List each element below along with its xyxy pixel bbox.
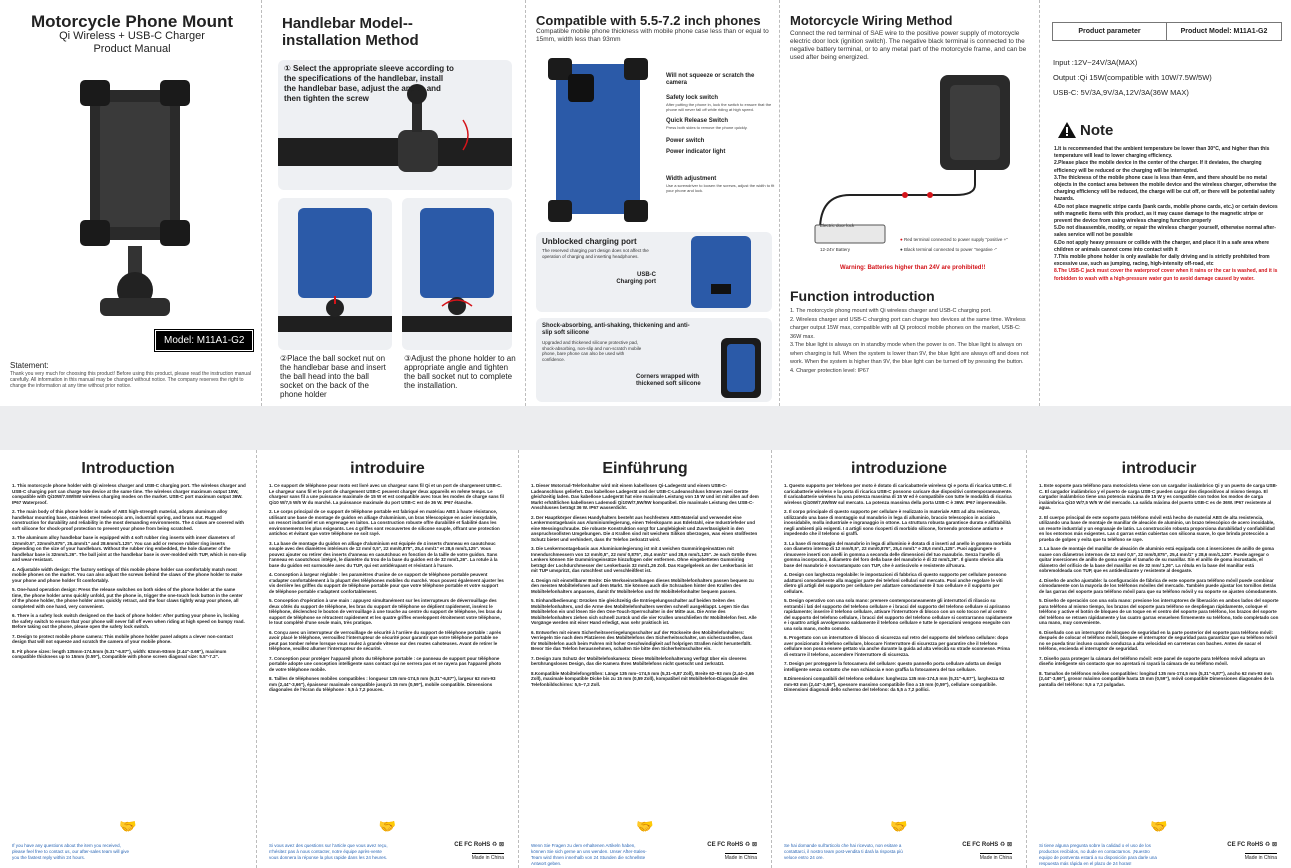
feature-label: Width adjustment Use a screwdriver to loosen the screws, adjust the width to fit your phone and lock. [666,176,775,193]
paragraph: 3. The aluminum alloy handlebar base is equipped with 4 soft rubber ring inserts with inner diameters of 12mm/0.5", 22mm/0.875", 25.4mm/1" and 28.6mm/1.125". You can add or remove rubber ring inserts depending on the size of your handlebars. Without the rubber ring embedded, the hole diameter of the handlebar base is 32mm/1.26". The ball joint at the handlebar base is over-molded with TUP, which is non-slip and wear-resistant. [12,535,247,562]
note-title: Note [1080,122,1114,139]
cover-panel [0,0,262,406]
function-item: 2. Wireless charger and USB-C charging port can charge two devices at the same time. Wireless charger output 15W max, compatible with all Qi protocol mobile phones on the market, USB-C: 36W max. [790,316,1026,340]
battery-label: 12-24V Battery [820,247,851,252]
support-note: Wenn Sie Fragen zu dem erhaltenen Artikeln haben, können Sie sich gerne an uns wenden. Unser After-Sales-Team wird Ihnen innerhalb von 24 Stunden die schnellste Antwort geben. [531,843,647,866]
paragraph: 1. Ce support de téléphone pour moto est livré avec un chargeur sans fil Qi et un port de chargement USB-C. Le chargeur sans fil et le port de chargement USB-C peuvent charger deux appareils en même temps. Le chargeur sans fil a une puissance maximale de 15 W et est compatible avec tous les modes de charge sans fil Qi10 W/7,5 W/5 W du marché. La puissance maximale du port USB-C est de 36 W. IP67 étanche. [269,483,504,505]
intro-de-body [531,483,759,691]
compatibility-title: Compatible with 5.5-7.2 inch phones [536,13,761,28]
note-list [1054,146,1282,283]
note-item: 6.Do not apply heavy pressure or collide with the charger, and place it in a safe area where children or animals cannot come into contact with it [1054,239,1270,253]
handshake-icon: 🤝 [1150,818,1168,834]
port-label: USB-C Charging port [616,272,656,285]
paragraph: 7. Design per proteggere la fotocamera del cellulare: questo pannello porta cellulare adotta un design intelligente senza contatto che non schiaccia e non graffia la fotocamera del tuo cellulare. [784,661,1002,672]
port-desc: The reserved charging port design does not affect the operation of charging and inserting headphones. [542,248,649,259]
wiring-panel [780,0,1040,406]
compatibility-intro: Compatible mobile phone thickness with mobile phone case less than or equal to 15mm, width less than 93mm [536,28,769,43]
step-3-text: ③Adjust the phone holder to an appropriate angle and tighten the ball socket nut to complete the installation. [404,354,516,390]
handshake-icon: 🤝 [890,818,908,834]
paragraph: 5. Diseño de operación con una sola mano: presione los interruptores de liberación en ambos lados del soporte para teléfono al mismo tiempo, los brazos del soporte para teléfono se despliegan rápidamente, coloque el teléfono y active el botón de bloqueo de un toque en el centro del soporte para teléfono, los brazos del soporte del teléfono se retraen rápidamente y las cuatro garras envuelven firmemente su teléfono, todo completado con una mano, muy conveniente. [1039,598,1279,625]
paragraph: 8. Fit phone sizes: length 135mm-174.5mm (5.31"-6.87"), width: 62mm-93mm (2.44"-3.66"), maximum compatible thickness up to 15mm (0.59"), Compatible with phone screen diagonal size: 5.5"-7.2". [12,648,227,659]
paragraph: 4. Diseño de ancho ajustable: la configuración de fábrica de este soporte para teléfono móvil puede combinar cómodamente con la mayoría de los teléfonos móviles del mercado. También puede ajustar los tornillos detrás de las garras del soporte para teléfono móvil para que su teléfono móvil y su soporte se ajusten cómodamente. [1039,577,1278,594]
paragraph: 7. Conception pour protéger l'appareil photo du téléphone portable : ce panneau de support pour téléphone portable adopte une conception intelligente sans contact qui ne serrera pas et ne rayera pas l'appareil photo de votre téléphone mobile. [269,655,502,672]
paragraph: 1. This motorcycle phone holder with Qi wireless charger and USB-C charging port. The wireless charger and USB-C charging port can charge two device at the same time. The wireless charger maximum output 15W, compatible with Qi10W/7.5W/5W wireless charging modes on the market. USB-C port maximum output 36W. IP67 Waterproof. [12,483,246,505]
silicone-box [536,318,772,402]
model-header: Product Model: M11A1-G2 [1180,28,1268,35]
manual-back-sheet [0,450,1291,868]
phone-holder-front-image [538,52,658,227]
paragraph: 6. Entworfen mit einem Sicherheitsverriegelungsschalter auf der Rückseite des Mobiltelefonhalters: Verriegeln Sie nach dem Platzieren des Mobiltelefons den Sicherheitsschalter, um sicherzustellen, dass Ihr Mobiltelefon auch beim Fahren mit hoher Geschwindigkeit auf holprigen Straßen nicht herunterfällt. Bevor Sie das Telefon herausnehmen, schalten Sie bitte den Sicherheitsschalter ein. [531,629,753,651]
statement-body: Thank you very much for choosing this product! Before using this product, please read the instruction manual carefully. All information in this manual may be changed without notice. The company reserves the right to change the information at any time without prior notice. [10,371,251,389]
intro-en-panel [0,450,257,868]
ball-socket-image [278,198,392,350]
intro-it-title: introduzione [851,460,947,477]
intro-de-panel [519,450,772,868]
paragraph: 8.Dimensioni compatibili del telefono cellulare: lunghezza 135 mm-174,5 mm (5,31"-6,87"), larghezza 62 mm-93 mm (2,44"-3,66"), spessore massimo compatibile fino a 15 mm (0,59"), cellulare compatibile. Dimensioni diagonali dello schermo del telefono: da 5,5 a 7,2 pollici. [784,676,1005,692]
feature-label: Safety lock switch After putting the phone in, lock the switch to ensure that the phone will never fall off while riding at high speed. [666,95,772,112]
paragraph: 5. Conception d'opération à une main : appuyez simultanément sur les interrupteurs de déverrouillage des deux côtés du support de téléphone, les bras du support de téléphone se déplient rapidement, insérez le téléphone, déclenchez le bouton de verrouillage à une touche au centre du support de téléphone, les bras du support de téléphone se rétractent rapidement et les quatre griffes enveloppent étroitement votre téléphone, le tout complété d'une seule main, très pratique. [269,598,503,625]
paragraph: 6. Conçu avec un interrupteur de verrouillage de sécurité à l'arrière du support de téléphone portable : après avoir placé le téléphone, verrouillez l'interrupteur de sécurité pour garantir que votre téléphone portable ne peut pas tomber même lorsque vous roulez à grande vitesse sur des routes cahoteuses. Avant de retirer le téléphone, veuillez allumer l'interrupteur de sécurité. [269,629,502,651]
note-item: 5.Do not disassemble, modify, or repair the wireless charger yourself, otherwise normal after-sales service will not be possible [1054,225,1276,239]
support-note: Se hai domande sull'articolo che hai ricevuto, non esitare a contattarci, il nostro team post-vendita ti darà la risposta più veloce entro 24 ore. [784,843,903,860]
handshake-icon: 🤝 [636,818,654,834]
made-in-label: Made in China [471,855,504,861]
paragraph: 4. Design mit einstellbarer Breite: Die Werkseinstellungen dieses Mobiltelefonhalters passen bequem zu den meisten Mobiltelefonen auf dem Markt. Sie können auch die Schrauben hinter den Krallen des Mobiltelefonhalters anpassen, damit Ihr Mobiltelefon und Ihr Mobiltelefonhalter bequem passen. [531,577,754,594]
feature-label: Power indicator light [666,149,726,155]
compatibility-panel [526,0,780,406]
model-badge: Model: M11A1-G2 [155,330,253,351]
black-terminal-note: ● Black terminal connected to power "negative -" [900,247,997,252]
feature-label: Power switch [666,138,705,144]
paragraph: 7. Diseño para proteger la cámara del teléfono móvil: este panel de soporte para teléfono móvil adopta un diseño inteligente sin contacto que no apretará ni rayará la cámara de su teléfono móvil. [1039,655,1266,666]
note-item: 2.Please place the mobile device in the center of the charger. If it deviates, the charging efficiency will be reduced or the charging will be interrupted. [1054,160,1262,174]
made-in-label: Made in China [1244,855,1277,861]
paragraph: 7. Design to protect mobile phone camera: This mobile phone holder panel adopts a clever non-contact design that will not squeeze and scratch the camera of your mobile phone. [12,633,234,644]
paragraph: 8. Tamaños de teléfonos móviles compatibles: longitud 135 mm-174,5 mm (5,31"-6,87"), ancho 62 mm-93 mm (2,44"-3,66"), grosor máximo compatible hasta 15 mm (0,59"), móvil compatible Dimensiones diagonales de la pantalla del teléfono: 5,5 a 7,2 pulgadas. [1039,670,1274,687]
paragraph: 8.Kompatible Mobiltelefongrößen: Länge 135 mm–174,5 mm (5,31–6,87 Zoll), Breite 62–93 mm (2,44–3,66 Zoll), maximale kompatible Dicke bis zu 15 mm (0,59 Zoll), kompatibel mit Mobiltelefon-Diagonale des Telefonbildschirms: 5,5–7,2 Zoll. [531,670,754,687]
note-item-warning: 8.The USB-C jack must cover the waterproof cover when it rains or the car is washed, and it is forbidden to wash with a high-pressure water gun to avoid damage caused by water. [1054,268,1278,282]
red-terminal-note: ● Red terminal connected to power supply "positive +" [900,237,1008,242]
paragraph: 2. Il corpo principale di questo supporto per cellulare è realizzato in materiale ABS ad alta resistenza, utilizzando una base di montaggio sul manubrio in lega di alluminio, braccio telescopico in acciaio inossidabile, molla industriale e ingranaggio in ottone. La struttura robusta garantisce durata e affidabilità negli ambienti più esigenti. I 4 artigli sono ricoperti di morbido silicone, fornendo protezione antiurto e impedendo che il telefono si graffi. [784,509,1011,536]
function-list [790,307,1032,375]
support-note: If you have any questions about the item you received, please feel free to contact us, our after-sales team will give you the fastest reply within 24 hours. [12,843,130,860]
product-title: Motorcycle Phone Mount [30,12,234,31]
phone-mount-image [60,70,210,325]
completed-install-image [402,198,512,350]
shock-title: Shock-absorbing, anti-shaking, thickening and anti-slip soft silicone [542,323,690,336]
statement-title: Statement: [10,361,49,370]
intro-fr-body [269,483,504,697]
made-in-label: Made in China [979,855,1012,861]
paragraph: 2. El cuerpo principal de este soporte para teléfono móvil está hecho de material ABS de alta resistencia, utilizando una base de montaje de manillar de aleación de aluminio, un brazo telescópico de acero inoxidable, un resorte industrial y un engranaje de latón. La construcción robusta proporciona durabilidad y confiabilidad en los entornos más exigentes. Las 4 garras están cubiertas con silicona suave, lo que brinda protección a prueba de golpes y evita que tu teléfono se raye. [1039,514,1275,542]
parameters-panel [1040,0,1291,406]
corner-label: Corners wrapped with thickened soft silicone [636,374,701,387]
handshake-icon: 🤝 [119,818,137,834]
paragraph: 3. La base de montaje del manillar de aleación de aluminio está equipada con 4 inserciones de anillo de goma suave con diámetros internos de 12 mm/ 0,5", 22 mm/0,875", 25,4 mm/1" y 28,6 mm/1,125". Puede agregar o quitar inserciones de anillo de goma según el tamaño de su manillar. Sin el anillo de goma incrustado, el diámetro del orificio de la base del manillar es de 32 mm/ 1,26". La rótula en la base del manillar está sobremoldeada con TUP, que es antideslizante y resistente al desgaste. [1039,546,1274,573]
charging-port-box [536,232,772,312]
paragraph: 6. Diseñado con un interruptor de bloqueo de seguridad en la parte posterior del soporte para teléfono móvil: después de colocar el teléfono móvil, bloquee el interruptor de seguridad para garantizar que su teléfono móvil no se pueda tirar incluso cuando conduzca a alta velocidad en carreteras con baches. Antes de sacar el teléfono, encienda el interruptor de seguridad. [1039,629,1278,651]
output-spec: Output :Qi 15W(compatible with 10W/7.5W/5W) [1053,73,1212,82]
intro-it-panel [772,450,1027,868]
paragraph: 4. Design con larghezza regolabile: le impostazioni di fabbrica di questo supporto per cellulare possono adattarsi comodamente alla maggior parte dei telefoni cellulari sul mercato. Puoi anche regolare le viti dietro gli artigli del supporto per cellulare per adattare comodamente il tuo cellulare e il supporto per cellulare. [784,572,1007,594]
usbc-spec: USB-C: 5V/3A,9V/3A,12V/3A(36W MAX) [1053,88,1189,97]
manual-label: Product Manual [93,43,171,55]
paragraph: 1. Dieser Motorrad-Telefonhalter wird mit einem kabellosen Qi-Ladegerät und einem USB-C-Ladeanschluss geliefert. Das kabellose Ladegerät und der USB-C-Ladeanschluss können zwei Geräte gleichzeitig laden. Das kabellose Ladegerät hat eine maximale Leistung von 15 W und ist mit allen auf dem Markt erhältlichen kabellosen Lademodi Qi10W/7,5W/5W kompatibel. Die maximale Leistung des USB-C-Anschlusses beträgt 36 W. IP67 wasserdicht. [531,483,759,510]
function-item: 3.The blue light is always on in standby mode when the power is on. The blue light is always on when charging is full. When the system is lower than 9V, the blue light are always off and does not work. When the system is higher than 9V, the blue light can be turned off by pressing the button. [790,342,1029,365]
parameter-table [1052,22,1282,41]
wiring-title: Motorcycle Wiring Method [790,13,953,28]
wiring-intro: Connect the red terminal of SAE wire to the positive power supply of motorcycle electric door lock (ignition switch). The negative black terminal is connected to the negative battery terminal, or to any metal part of the motorcycle frame, and can be used after being energized. [790,30,1027,61]
warning-icon [1058,122,1076,138]
note-item: 4.Do not place magnetic stripe cards (bank cards, mobile phone cards, etc.) or certain devices with magnetic items with this product, as it may cause damage to the magnetic stripe or prevent the device from using wireless charging function properly [1054,203,1278,225]
paragraph: 5. Einhandbedienung: Drücken Sie gleichzeitig die Entriegelungsschalter auf beiden Seiten des Mobiltelefonhalters, und die Arme des Mobiltelefonhalters werden schnell ausgeklappt. Legen Sie das Mobiltelefon ein und lösen Sie den One-Touch-Sperrschalter in der Mitte aus. Die Arme des Mobiltelefonhalters ziehen sich schnell zurück und die vier Krallen umschließen Ihr Mobiltelefon fest. Alle Vorgänge werden mit einer Hand erledigt, was sehr praktisch ist. [531,598,757,625]
paragraph: 3. La base de montage du guidon en alliage d'aluminium est équipée de 4 inserts d'anneau en caoutchouc souple avec des diamètres intérieurs de 12 mm/ 0,5", 22 mm/0,875", 25,4 mm/1" et 28,6 mm/1,125". Vous pouvez ajouter ou retirer des inserts d'anneau en caoutchouc en fonction de la taille de votre guidon. Sans l'anneau en caoutchouc intégré, le diamètre du trou de la base du guidon est de 32 mm/1,26". La rotule à la base du guidon est surmoulée avec du TUP, qui est antidérapant et résistant à l'usure. [269,540,498,568]
intro-es-title: introducir [1121,460,1197,477]
function-item: 4. Charger protection level: IP67 [790,367,869,374]
shock-desc: Upgraded and thickened silicone protective pad, shock-absorbing, non-slip and non-scratch mobile phone, bare phone can also be used with confidence. [542,340,642,362]
paragraph: 3. Die Lenkermontagebasis aus Aluminiumlegierung ist mit 4 weichen Gummiringeinsätzen mit Innendurchmessern von 12 mm/0,5", 22 mm/ 0,875", 25,4 mm/1" und 28,6 mm/1,125". Je nach Größe Ihres Lenkers können Sie Gummiringeinsätze hinzufügen oder entfernen. Ohne eingebetteten Gummiring beträgt der Lochdurchmesser der Lenkerbasis 32 mm/1,26 Zoll. Das Kugelgelenk an der Lenkerbasis ist mit TUP umspritzt, das rutschfest und verschleißfest ist. [531,546,757,573]
certification-marks: CE FC RoHS ♻ ⊠ [454,842,504,848]
step-2-text: ②Place the ball socket nut on the handlebar base and insert the ball head into the ball socket on the back of the phone holder [280,354,386,399]
paragraph: 8. Tailles de téléphones mobiles compatibles : longueur 135 mm-174,5 mm (5,31"-6,87"), largeur 62 mm-93 mm (2,44"-3,66"), épaisseur maximale compatible jusqu'à 15 mm (0,59"), mobile compatible. Dimensions diagonales de l'écran du téléphone : 5,5 à 7,2 pouces. [269,676,496,692]
paragraph: 6. There is a safety lock switch designed on the back of phone holder: After putting your phone in, locking the safety switch to ensure that your phone will never fall off even when riding at high speed on bumpy road. Before taking out the phone, please open the safety lock switch. [12,613,245,629]
wiring-diagram [810,75,1025,245]
feature-labels [666,73,776,193]
function-item: 1. The motorcycle phong mount with Qi wireless charger and USB-C charging port. [790,308,992,314]
paragraph: 3. La base di montaggio del manubrio in lega di alluminio è dotata di 4 inserti ad anello in gomma morbida con diametro interno di 12 mm/0,5", 22 mm/0,875", 25,4 mm/1" e 28,6 mm/1,125". Puoi aggiungere o rimuovere inserti con anelli in gomma a seconda delle dimensioni del tuo manubrio. Senza l'anello di gomma incorporato, il diametro del foro della base del manubrio è di 32 mm/1,26". Il giunto sferico alla base del manubrio è sovrastampato con TUP, che è antiscivolo e resistente all'usura. [784,540,1012,568]
intro-de-title: Einführung [602,460,688,477]
product-subtitle: Qi Wireless + USB-C Charger [59,30,205,42]
input-spec: Input :12V~24V/3A(MAX) [1053,58,1138,67]
paragraph: 2. Der Hauptkörper dieses Handyhalters besteht aus hochfestem ABS-Material und verwendet eine Lenkermontagebasis aus Aluminiumlegierung, einen Teleskoparm aus Edelstahl, eine Industriefeder und eine Messingschraube. Die robuste Konstruktion sorgt für Langlebigkeit und Zuverlässigkeit in den anspruchsvollsten Umgebungen. Die 4 Krallen sind mit weichem Silikon überzogen, was einen stoßfesten Schutz bietet und verhindert, dass Ihr Telefon zerkratzt wird. [531,514,758,542]
certification-marks: CE FC RoHS ♻ ⊠ [962,842,1012,848]
paragraph: 6. Progettato con un interruttore di blocco di sicurezza sul retro del supporto del telefono cellulare: dopo aver posizionato il telefono cellulare, bloccare l'interruttore di sicurezza per garantire che il telefono cellulare non possa essere gettato via anche durante la guida ad alta velocità su strade sconnesse. Prima di estrarre il telefono, accendere l'interruttore di sicurezza. [784,635,1010,657]
support-note: Si tiene alguna pregunta sobre la calidad o el uso de los productos recibidos, no dude en contactarnos. ¡Nuestro equipo de postventa estará a su disposición para darle una respuesta más rápida en el plazo de 24 horas! [1039,843,1157,866]
installation-title: Handlebar Model--installation Method [282,15,419,49]
port-title: Unblocked charging port [542,237,637,246]
function-title: Function introduction [790,288,935,304]
paragraph: 4. Conception à largeur réglable : les paramètres d'usine de ce support de téléphone portable peuvent s'adapter confortablement à la plupart des téléphones mobiles du marché. Vous pouvez également ajuster les vis derrière les griffes du support de téléphone portable pour que votre téléphone portable et votre support de téléphone portable s'adaptent confortablement. [269,572,504,594]
manual-front-sheet [0,0,1291,406]
certification-marks: CE FC RoHS ♻ ⊠ [707,842,757,848]
support-note: Si vous avez des questions sur l'article que vous avez reçu, n'hésitez pas à nous contacter, notre équipe après-vente vous donnera la réponse la plus rapide dans les 24 heures. [269,843,388,860]
param-header: Product parameter [1053,23,1167,40]
paragraph: 1. Questo supporto per telefono per moto è dotato di caricabatterie wireless Qi e porta di ricarica USB-C. Il caricabatterie wireless e la porta di ricarica USB-C possono caricare due dispositivi contemporaneamente. Il caricabatterie wireless ha una potenza massima di 15 W ed è compatibile con tutte le modalità di ricarica wireless Qi10W/7,5W/5W sul mercato. La potenza massima della porta USB-C è 36W. IP67 impermeabile. [784,483,1013,505]
paragraph: 5. One-hand operation design: Press the release switches on both sides of the phone holder at the same time, the phone holder arms quickly unfold, put the phone in, trigger the one-touch lock button in the center of the phone holder, the phone holder arms quickly retract, and the four claws tightly wrap your phone, all completed with one hand, very convenient. [12,587,243,609]
feature-label: Quick Release Switch Press both sides to remove the phone quickly. [666,118,748,130]
paragraph: 1. Este soporte para teléfono para motocicleta viene con un cargador inalámbrico Qi y un puerto de carga USB-C. El cargador inalámbrico y el puerto de carga USB-C pueden cargar dos dispositivos al mismo tiempo. El cargador inalámbrico tiene una potencia máxima de 15 W y es compatible con todos los modos de carga inalámbrica Qi10 W/7,5 W/5 W del mercado. La salida máxima del puerto USB-C es de 36W. IP67 resistente al agua. [1039,483,1278,510]
note-item: 1.It is recommended that the ambient temperature be lower than 30°C, and higher than this temperature will lead to lower charging efficiency. [1054,146,1270,160]
intro-en-title: Introduction [81,460,175,477]
intro-fr-title: introduire [350,460,425,477]
note-item: 3.The thickness of the mobile phone case is less than 4mm, and there should be no metal objects in the contact area between the mobile device and the wireless charger, otherwise the charging efficiency will be reduced, the charge will be cut off, or there will be potential safety hazards. [1054,174,1277,203]
paragraph: 2. The main body of this phone holder is made of ABS high-strength material, adopts aluminum alloy handlebar mounting base, stainless steel telescopic arm, industrial spring, and brass nut. Rugged construction for durability and reliability in the most demanding environments. The 4 claws are covered with soft silicone for shock-proof protection to prevent your phone from being scratched. [12,509,245,531]
intro-es-body [1039,483,1279,691]
feature-label: Will not squeeze or scratch the camera [666,73,755,86]
handshake-icon: 🤝 [378,818,397,834]
intro-fr-panel [257,450,519,868]
intro-en-body [12,483,247,664]
note-item: 7.This mobile phone holder is only available for daily driving and is strictly prohibited from excessive use, such as jumping, racing, high-intensity off-road, etc [1054,254,1270,268]
lock-label: Electric door lock [820,223,855,228]
intro-es-panel [1027,450,1291,868]
intro-it-body [784,483,1014,697]
paragraph: 7. Design zum Schutz der Mobiltelefonkamera: Diese Mobiltelefonhalterung verfügt über ein cleveres berührungsloses Design, das die Kamera Ihres Mobiltelefons nicht quetscht und zerkratzt. [531,655,747,666]
battery-warning: Warning: Batteries higher than 24V are prohibited!! [840,265,986,271]
paragraph: 4. Adjustable width design: The factory settings of this mobile phone holder can comfortably match most mobile phones on the market. You can also adjust the screws behind the claws of the phone holder to make your phone and phone holder fit comfortably. [12,566,243,583]
installation-panel [262,0,526,406]
paragraph: 2. Le corps principal de ce support de téléphone portable est fabriqué en matériau ABS à haute résistance, utilisant une base de montage de guidon en alliage d'aluminium, un bras télescopique en acier inoxydable, un ressort industriel et un engrenage en laiton. La construction robuste offre durabilité et fiabilité dans les environnements les plus exigeants. Les 4 griffes sont recouvertes de silicone souple, offrant une protection antichoc et évitant que votre téléphone ne soit rayé. [269,509,500,536]
certification-marks: CE FC RoHS ♻ ⊠ [1227,842,1277,848]
paragraph: 5. Design operativo con una sola mano: premere contemporaneamente gli interruttori di rilascio su entrambi i lati del supporto del telefono cellulare e i bracci del supporto del telefono cellulare si apriranno rapidamente; inserire il telefono cellulare, attivare l'interruttore di blocco con un solo tocco nel al centro del supporto del telefono cellulare, i bracci del supporto del telefono cellulare si contrarranno rapidamente e i quattro artigli avvolgeranno saldamente il telefono cellulare e tutte le operazioni vengono eseguite con una sola mano, molto comodo. [784,598,1013,631]
step-1-text: ① Select the appropriate sleeve according to the specifications of the handlebar, install the handlebar base, adjust the angle, and then tighten the screw [284,64,454,103]
made-in-label: Made in China [724,855,757,861]
